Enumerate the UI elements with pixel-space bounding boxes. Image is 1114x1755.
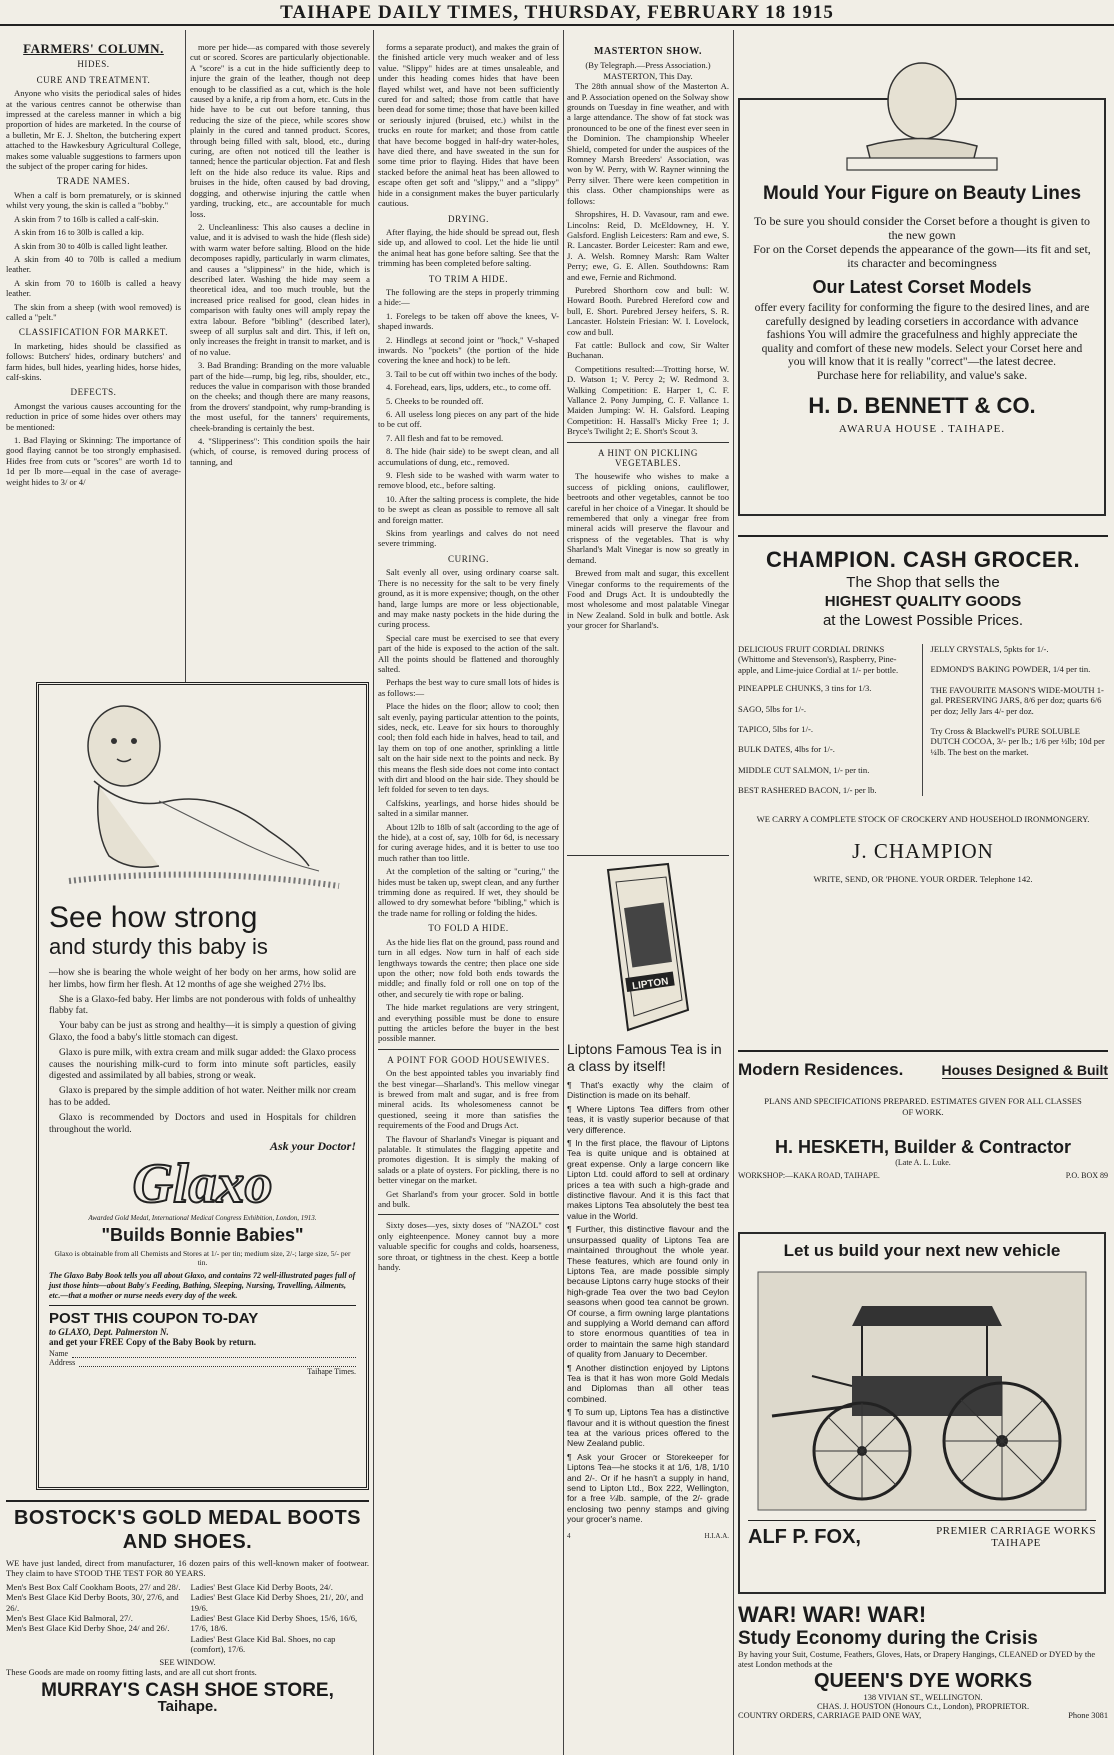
tea-packet-label: LIPTON <box>631 976 670 993</box>
paragraph: A skin from 70 to 160lb is called a heavy leather. <box>6 277 181 299</box>
tea-paragraph: ¶ Another distinction enjoyed by Liptons Tea is that it has won more Gold Medals and Diplomas than all other teas combined. <box>567 1362 729 1404</box>
champion-item: BEST RASHERED BACON, 1/- per lb. <box>738 785 877 796</box>
champion-right-list <box>931 644 1109 796</box>
paragraph: A skin from 7 to 16lb is called a calf-skin. <box>14 213 159 224</box>
paragraph: 2. Uncleanliness: This also causes a decline in value, and it is advised to wash the hide (flesh side) with warm water before salting. Blood on the hide decomposes rapidly, particularly in warm climates, and causes a "slippiness" in the hide, which is described later. Washing the hide may seem a theoretical idea, and too much trouble, but the increased price realised for good, clean hides in comparison with faulty ones will amply repay the extra labour. Before "bibling" (described later), sweep of all surplus salt and dirt. This, if left on, only increases the freight in transit to market, and is of no value. <box>190 221 370 357</box>
glaxo-ad <box>36 682 369 1490</box>
coupon-address: to GLAXO, Dept. Palmerston N. <box>49 1327 169 1338</box>
dye-paragraph: By having your Suit, Costume, Feathers, Gloves, Hats, or Drapery Hangings, CLEANED or DYED by the atest London methods at the <box>738 1650 1096 1669</box>
bostock-item: Ladies' Best Glace Kid Bal. Shoes, no cap (comfort), 17/6. <box>190 1633 336 1655</box>
glaxo-paragraph: Glaxo is recommended by Doctors and used in Hospitals for children throughout the world. <box>49 1112 356 1135</box>
bennett-address: AWARUA HOUSE . TAIHAPE. <box>838 423 1006 435</box>
paragraph: 4. Forehead, ears, lips, udders, etc., to come off. <box>386 382 551 393</box>
corset-subheading: Our Latest Corset Models <box>812 277 1032 297</box>
paragraph: Salt evenly all over, using ordinary coarse salt. There is no necessity for the salt to be very finely ground, as it is more expensive; though, on the other hand, large lumps are more or less objectionable, and may make nasty pockets in the hide during the curing process. <box>378 567 559 630</box>
coupon-address-field[interactable] <box>79 1358 356 1367</box>
corset-paragraph: Purchase here for reliability, and value's sake. <box>816 369 1028 382</box>
tea-paragraph: ¶ To sum up, Liptons Tea has a distinctive flavour and it is without question the finest tea at the various prices offered to the New Zealand public. <box>567 1407 729 1449</box>
paragraph: A skin from 30 to 40lb is called light leather. <box>14 240 168 251</box>
tea-paragraph: ¶ Ask your Grocer or Storekeeper for Liptons Tea—he stocks it at 1/6, 1/8, 1/10 and 2/-. Or if he hasn't a supply in hand, send to Lipton Ltd., Box 222, Wellington, for a free ¼lb. sample, of the 2/- grade enclosing two penny stamps and giving your grocer's name. <box>567 1451 729 1525</box>
paragraph: Purebred Shorthorn cow and bull: W. Howard Booth. Purebred Hereford cow and bull, E. Short. Purebred Jersey heifers, S. R. Lancaster. Holstein Friesian: W. I. Lovelock, cow and bull. <box>567 284 729 337</box>
paragraph: The following are the steps in properly trimming a hide:— <box>378 286 559 308</box>
paragraph: 7. All flesh and fat to be removed. <box>386 432 504 443</box>
glaxo-paragraph: She is a Glaxo-fed baby. Her limbs are not ponderous with folds of unhealthy flabby fat. <box>49 994 356 1017</box>
hides-trim-column <box>378 42 559 1747</box>
murrays-store: MURRAY'S CASH SHOE STORE, <box>41 1680 334 1702</box>
hesketh-box: P.O. BOX 89 <box>1065 1171 1108 1180</box>
paragraph: 6. All useless long pieces on any part of the hide to be cut off. <box>378 409 559 430</box>
hesketh-ad <box>738 1050 1108 1228</box>
tea-packet-icon <box>588 860 708 1035</box>
coupon-paper: Taihape Times. <box>307 1367 356 1377</box>
column-rule <box>733 30 734 1755</box>
coupon-headline: POST THIS COUPON TO-DAY <box>49 1310 259 1328</box>
tea-paragraph: ¶ In the first place, the flavour of Liptons Tea is quite unique and is obtained at great expense. Only a large concern like Lipton Ltd. could afford to sell at ordinary prices a tea with such a high-grade and distinctive flavour. And it is this fact that makes Liptons Tea absolutely the best tea value in the World. <box>567 1138 729 1221</box>
column-rule <box>563 30 564 1755</box>
paragraph: 4. "Slipperiness": This condition spoils the hair (which, of course, is removed during process of tanning, and <box>190 436 370 467</box>
champion-item: DELICIOUS FRUIT CORDIAL DRINKS (Whittome and Stevenson's), Raspberry, Pine-apple, and Lime-juice Cordial at 1/- per bottle. <box>738 644 899 675</box>
farmers-column-title: FARMERS' COLUMN. <box>23 41 164 56</box>
bostock-item: Men's Best Glace Kid Derby Boots, 30/, 27/6, and 26/. <box>6 1592 179 1613</box>
paragraph: A skin from 16 to 30lb is called a kip. <box>14 227 144 238</box>
section-heading: CURING. <box>448 553 489 564</box>
masthead: TAIHAPE DAILY TIMES, THURSDAY, FEBRUARY 18 1915 <box>0 0 1114 26</box>
paragraph: Skins from yearlings and calves do not need severe trimming. <box>378 528 559 549</box>
lipton-tea-ad <box>567 855 729 1740</box>
bostock-item: Men's Best Box Calf Cookham Boots, 27/ and 28/. <box>6 1581 181 1592</box>
agency-mark: H.I.A.A. <box>704 1531 729 1540</box>
study-economy: Study Economy during the Crisis <box>738 1628 1038 1649</box>
paragraph: In marketing, hides should be classified as follows: Butchers' hides, ordinary butchers' and farm hides, bull hides, yearling hides, horse hides, calf-skins. <box>6 340 181 382</box>
dye-works-name: QUEEN'S DYE WORKS <box>813 1670 1033 1692</box>
section-heading: A POINT FOR GOOD HOUSEWIVES. <box>387 1054 550 1065</box>
coupon-address-label: Address <box>49 1358 76 1368</box>
paragraph: 5. Cheeks to be rounded off. <box>386 395 484 406</box>
bostock-see-window: SEE WINDOW. <box>159 1656 216 1667</box>
champion-crockery: WE CARRY A COMPLETE STOCK OF CROCKERY AND HOUSEHOLD IRONMONGERY. <box>756 813 1090 824</box>
paragraph: As the hide lies flat on the ground, pass round and turn in all edges. Now turn in half of each side lengthways towards the centre; then place one side upon the other; now fold both ends towards the middle; and finally fold or roll one on top of the other, and securely tie with rope or baling. <box>378 936 559 999</box>
glaxo-award: Awarded Gold Medal, International Medical Congress Exhibition, London, 1913. <box>88 1214 317 1223</box>
glaxo-paragraph: Glaxo is prepared by the simple addition of hot water. Neither milk nor cream has to be added. <box>49 1086 356 1108</box>
section-heading: DEFECTS. <box>70 387 117 398</box>
corset-ad <box>738 98 1106 516</box>
hesketh-workshop: WORKSHOP:—KAKA ROAD, TAIHAPE. <box>738 1171 880 1180</box>
champion-item: Try Cross & Blackwell's PURE SOLUBLE DUTCH COCOA, 3/- per lb.; 1/6 per ½lb; 10d per ¼lb. The best on the market. <box>930 726 1105 757</box>
dateline: MASTERTON, This Day. <box>603 70 693 81</box>
column-rule <box>185 30 186 695</box>
column-rule <box>373 30 374 1755</box>
section-heading: TO TRIM A HIDE. <box>428 273 509 284</box>
glaxo-babybook: The Glaxo Baby Book tells you all about Glaxo, and contains 72 well-illustrated pages full of just those hints—about Baby's Feeding, Bathing, Sleeping, Nursing, Travelling, Ailments, etc.—that a mother or nurse needs every day of the week. <box>49 1271 356 1306</box>
glaxo-prices: Glaxo is obtainable from all Chemists and Stores at 1/- per tin; medium size, 2/-; large size, 5/- per tin. <box>54 1249 351 1268</box>
paragraph: Special care must be exercised to see that every part of the hide is exposed to the action of the salt. All the points should be flattened and thoroughly salted. <box>378 632 559 674</box>
coupon-offer: and get your FREE Copy of the Baby Book by return. <box>49 1337 256 1348</box>
dye-proprietor: CHAS. J. HOUSTON (Honours C.t., London), PROPRIETOR. <box>816 1702 1030 1711</box>
paragraph: On the best appointed tables you invariably find the best vinegar—Sharland's. This mellow vinegar is brewed from malt and sugar, and is free from mineral acids. Its wholesomeness cannot be questioned, seeing it more than satisfies the requirements of the Food and Drugs Act. <box>378 1068 559 1131</box>
champion-item: MIDDLE CUT SALMON, 1/- per tin. <box>738 764 870 775</box>
champion-item: PINEAPPLE CHUNKS, 3 tins for 1/3. <box>738 683 872 694</box>
paragraph: 3. Tail to be cut off within two inches of the body. <box>386 368 558 379</box>
hesketh-name: H. HESKETH, Builder & Contractor <box>774 1137 1072 1157</box>
bostock-item: Men's Best Glace Kid Balmoral, 27/. <box>6 1613 133 1624</box>
paragraph: 3. Bad Branding: Branding on the more valuable part of the hide—rump, big leg, ribs, shoulder, etc., reduces the value in comparison with those branded on the cheeks; and though there are many reasons, from the drovers' standpoint, why rump-branding is the most useful, for the tanners' requirements, cheek-branding is certainly the best. <box>190 360 370 433</box>
paragraph: When a calf is born prematurely, or is skinned whilst very young, the skin is called a "bobby." <box>6 189 181 211</box>
paragraph: 8. The hide (hair side) to be swept clean, and all accumulations of dung, etc., removed. <box>378 446 559 467</box>
bostock-intro: WE have just landed, direct from manufacturer, 16 dozen pairs of this well-known maker of footwear. They claim to have STOOD THE TEST FOR 80 YEARS. <box>6 1558 369 1579</box>
glaxo-slogan: "Builds Bonnie Babies" <box>101 1225 304 1246</box>
tea-paragraph: ¶ Further, this distinctive flavour and the unsurpassed quality of Liptons Tea are maintained throughout the whole year. These features, which are found only in Liptons Tea, are made possible simply because Liptons carry huge stocks of their high-grade Tea over the two bad Ceylon seasons when good tea cannot be grown. Of course, a firm owning large plantations and supplying a World demand can afford to store enormous quantities of tea in order to maintain the same high standard of quality from January to December. <box>567 1224 729 1360</box>
champion-item: THE FAVOURITE MASON'S WIDE-MOUTH 1-gal. PRESERVING JARS, 8/6 per doz; quarts 6/6 per doz; Jelly Jars 4/- per doz. <box>930 684 1104 716</box>
bostock-title: BOSTOCK'S GOLD MEDAL BOOTS AND SHOES. <box>13 1507 362 1553</box>
champion-item: SAGO, 5lbs for 1/-. <box>738 703 807 714</box>
masterton-show-column <box>567 42 729 631</box>
paragraph: At the completion of the salting or "curing," the hides must be taken up, swept clean, and any further trimming done as required. If wet, they should be allowed to dry somewhat before "bibling," which is the trade name for rolling or folding the hides. <box>378 866 559 918</box>
fox-town: TAIHAPE <box>991 1537 1041 1549</box>
byline: (By Telegraph.—Press Association.) <box>585 60 711 71</box>
champion-item: BULK DATES, 4lbs for 1/-. <box>738 744 835 755</box>
champion-name: J. CHAMPION <box>852 838 994 863</box>
bostock-item: Ladies' Best Glace Kid Derby Boots, 24/. <box>190 1581 333 1592</box>
bennett-firm: H. D. BENNETT & CO. <box>808 393 1036 418</box>
paragraph: Anyone who visits the periodical sales of hides at the various centres cannot be otherwise than impressed at the careless manner in which a big proportion of hides are marketed. In the course of a bulletin, Mr E. J. Shelton, the butchering expert attached to the Hawkesbury Agricultural College, makes some valuable suggestions to farmers upon the subject of the proper caring for hides. <box>6 88 181 172</box>
article-title: MASTERTON SHOW. <box>593 46 703 57</box>
paragraph: A skin from 40 to 70lb is called a medium leather. <box>6 253 181 275</box>
section-heading: CURE AND TREATMENT. <box>36 74 151 85</box>
bostock-item: Men's Best Glace Kid Derby Shoe, 24/ and 26/. <box>6 1623 170 1634</box>
bostock-mens-list <box>6 1582 185 1655</box>
paragraph: 10. After the salting process is complete, the hide to be swept as clean as possible to remove all salt and foreign matter. <box>378 493 559 525</box>
bostock-ladies-list <box>191 1582 370 1655</box>
hesketh-plans: PLANS AND SPECIFICATIONS PREPARED. ESTIMATES GIVEN FOR ALL CLASSES OF WORK. <box>764 1096 1082 1117</box>
hesketh-late: (Late A. L. Luke. <box>895 1158 951 1167</box>
champion-tagline: HIGHEST QUALITY GOODS <box>824 593 1022 610</box>
corset-paragraph: offer every facility for conforming the figure to the desired lines, and are carefully designed by leading corsetiers in accordance with advance fashions You will admire the gracefulness and highly appreciate the quality and comfort of these new models. Select your Corset here and you will know that it is really "correct"—the latest decree. <box>754 302 1090 368</box>
carriage-illustration <box>752 1266 1092 1516</box>
paragraph: forms a separate product), and makes the grain of the finished article very much weaker and of less value. "Slippy" hides are at times unsaleable, and under this heading comes hides that have been flayed whilst wet, and have not been sufficiently cured for and salted; those from cattle that have been dead for some time; those that have been killed or seriously injured (bruised, etc.) whilst in the trucks en route for market; and those from cattle that have become bogged in half-dry water-holes, have died there, and have sweated in the sun for some time prior to flaying. Hides that have been stacked before the animal heat has been allowed to escape often get soft and "slippy," and a "slippy" hide in a consignment makes the buyer particularly cautious. <box>378 42 559 209</box>
glaxo-paragraph: Glaxo is pure milk, with extra cream and milk sugar added: the Glaxo process causes the nourishing milk-curd to form into minute soft particles, easily digested and assimilated by all babies, strong or weak. <box>49 1047 356 1082</box>
champion-item: JELLY CRYSTALS, 5pkts for 1/-. <box>930 644 1049 654</box>
paragraph: Place the hides on the floor; allow to cool; then salt evenly, paying particular attention to the points, sides, neck, etc. Leave for six hours to thoroughly cool; then fold each hide in halves, head to tail, and lay them on top of one another, sprinkling a little salt on the hair side next to the points and neck. By this means the flesh side does not come into contact with dirt and blood on the hair side. They should be left folded for seven to ten days. <box>378 701 559 795</box>
glaxo-logo: Glaxo <box>132 1153 273 1216</box>
tea-headline: Liptons Famous Tea is in a class by itself! <box>567 1041 722 1074</box>
section-heading: TO FOLD A HIDE. <box>428 923 509 934</box>
fox-headline: Let us build your next new vehicle <box>783 1241 1061 1260</box>
paragraph: 1. Forelegs to be taken off above the knees, V-shaped inwards. <box>378 310 559 332</box>
bostock-fitting: These Goods are made on roomy fitting lasts, and are all cut short fronts. <box>6 1667 257 1678</box>
tea-paragraph: ¶ That's exactly why the claim of Distinction is made on its behalf. <box>567 1080 729 1101</box>
paragraph: more per hide—as compared with those severely cut or scored. Scores are particularly objectionable. A "score" is a cut in the hide sufficiently deep to injure the grain of the leather, though not deep enough to be classified as a cut, which is the hole caused by a knife, a rip from a horn, etc. Cuts in the hide have to be cut out before tanning, thus reducing the size of the piece, while scores show plainly in the cured and tanned product. Scores, through being filled with salt, blood, etc., during curing, are often not noticed till the leather is tanned; hence the particular objection. Fat and flesh left on the hide also reduce its value. Rips and bruises in the hide, often caused by bad droving, dogging, and otherwise injuring the cattle when yarding, trucking, etc., are accountable for much loss. <box>190 42 370 219</box>
bostock-item: Ladies' Best Glace Kid Derby Shoes, 15/6, 16/6, 17/6, 18/6. <box>190 1613 358 1634</box>
paragraph: Get Sharland's from your grocer. Sold in bottle and bulk. <box>378 1188 559 1210</box>
paragraph: Competitions resulted:—Trotting horse, W. D. Watson 1; V. Percy 2; W. Redmond 3. Walking Competition: E. Harper 1, C. F. Vallance 2. Pony Jumping, C. F. Vallance 1. Maiden Jumping: W. H. Galsford. Leaping Competition: H. Hassall's Micky Free 1; J. Bryce's Twilight 2; E. Short's Scout 3. <box>567 363 729 437</box>
farmers-column <box>6 42 181 667</box>
champion-tagline: The Shop that sells the <box>846 574 1000 591</box>
corset-paragraph: To be sure you should consider the Corset before a thought is given to the new gown <box>753 214 1091 242</box>
corset-headline: Mould Your Figure on Beauty Lines <box>762 183 1082 204</box>
paragraph: The skin from a sheep (with wool removed) is called a "pelt." <box>6 301 181 322</box>
section-heading: HIDES. <box>77 59 110 70</box>
champion-ad <box>738 535 1108 1035</box>
hesketh-left: Modern Residences. <box>738 1060 904 1079</box>
paragraph: Amongst the various causes accounting for the reduction in price of some hides over others may be mentioned: <box>6 400 181 432</box>
section-heading: CLASSIFICATION FOR MARKET. <box>18 327 169 338</box>
paragraph: The flavour of Sharland's Vinegar is piquant and palatable. It stimulates the flagging appetite and promotes digestion. It is simply the making of salads or a plate of oysters. For pickling, there is no better vinegar on the market. <box>378 1133 559 1186</box>
section-heading: DRYING. <box>448 213 489 224</box>
fox-name: ALF P. FOX, <box>748 1525 861 1548</box>
paragraph: About 12lb to 18lb of salt (according to the age of the hide), at a cost of, say, 10lb for 6d, is necessary for curing average hides, and it is better to use too much rather than too little. <box>378 821 559 863</box>
glaxo-paragraph: Your baby can be just as strong and healthy—it is simply a question of giving Glaxo, the food a baby's little stomach can digest. <box>49 1021 356 1043</box>
champion-item: EDMOND'S BAKING POWDER, 1/4 per tin. <box>930 664 1091 675</box>
paragraph: After flaying, the hide should be spread out, flesh side up, and allowed to cool. Let the hide lie until the animal heat has gone before salting. See that the trimming has been completed before salting. <box>378 226 559 269</box>
glaxo-paragraph: —how she is bearing the whole weight of her body on her arms, how solid are her limbs, how firm her flesh. At 12 months of age she weighed 27½ lbs. <box>49 968 356 990</box>
paragraph: Brewed from malt and sugar, this excellent Vinegar conforms to the requirements of the Food and Drugs Act. It is undoubtedly the most wholesome and most palatable Vinegar in New Zealand. Sold in bulk and bottle. Ask your grocer for Sharland's. <box>567 568 729 631</box>
dye-works-ad <box>738 1600 1108 1750</box>
champion-item: TAPICO, 5lbs for 1/-. <box>738 724 813 735</box>
champion-contact: WRITE, SEND, OR 'PHONE. YOUR ORDER. Telephone 142. <box>813 873 1033 884</box>
corset-paragraph: For on the Corset depends the appearance of the gown—its fit and set, its character and becomingness <box>753 242 1091 270</box>
paragraph: Perhaps the best way to cure small lots of hides is as follows:— <box>378 677 559 698</box>
paragraph: 2. Hindlegs at second joint or "hock," V-shaped inwards. No "pockets" (the portion of the hide covering the knee and hock) to be left. <box>378 334 559 366</box>
baby-illustration <box>49 691 349 896</box>
fox-ad <box>738 1232 1106 1594</box>
coupon-name-label: Name <box>49 1349 69 1359</box>
dye-phone: Phone 3081 <box>1068 1711 1108 1720</box>
war-headline: WAR! WAR! WAR! <box>738 1602 927 1627</box>
bostock-ad <box>6 1500 369 1750</box>
glaxo-headline-1: See how strong <box>49 901 258 934</box>
champion-left-list <box>738 644 923 796</box>
dye-country: COUNTRY ORDERS, CARRIAGE PAID ONE WAY, <box>738 1711 922 1720</box>
paragraph: Calfskins, yearlings, and horse hides should be salted in a similar manner. <box>378 797 559 819</box>
paragraph: Sixty doses—yes, sixty doses of "NAZOL" cost only eighteenpence. Money cannot buy a more valuable specific for coughs and colds, hoarseness, sore throat, or tightness in the chest. Keep a bottle handy. <box>378 1220 559 1273</box>
champion-title: CHAMPION. CASH GROCER. <box>765 547 1081 572</box>
section-heading: A HINT ON PICKLING VEGETABLES. <box>598 447 698 469</box>
glaxo-headline-2: and sturdy this baby is <box>49 934 268 959</box>
dye-address: 138 VIVIAN ST., WELLINGTON. <box>863 1693 983 1702</box>
paragraph: The hide market regulations are very stringent, and everything possible must be done to ensure putting the articles before the buyer in the best possible manner. <box>378 1002 559 1044</box>
lady-illustration <box>757 106 1087 176</box>
paragraph: The 28th annual show of the Masterton A. and P. Association opened on the Solway show grounds on Tuesday in fine weather, and with a large attendance. The show of fat stock was pronounced to be one of the finest ever seen in the Dominion. The championship Wheeler Shield, competed for under the auspices of the Romney Marsh Breeders' Association, was won by W. Perry, with W. Rayner winning the Perry silver. There were keen competition in this class. Other championships were as follows: <box>567 81 729 206</box>
paragraph: Shropshires, H. D. Vavasour, ram and ewe. Lincolns: Reid, D. McEldowney, H. Y. Galsford. English Leicesters: Ram and ewe, S. R. Lancaster. Border Leicester: Ram and ewe, J. A. Welsh. Romney Marsh: Ram Walter Perry; ewe, G. E. Allen. Southdowns: Ram and ewe, Fernie and Richmond. <box>567 209 729 282</box>
hides-continued-column <box>190 42 370 667</box>
paragraph: The housewife who wishes to make a success of pickling onions, cauliflower, beetroots and other vegetables, cannot be too careful in her choice of a Vinegar. It should be remembered that only a vinegar free from mineral acids will preserve the flavour and crispness of the vegetables. That is why Sharland's Malt Vinegar is now so greatly in demand. <box>567 471 729 565</box>
section-heading: TRADE NAMES. <box>56 176 131 187</box>
fox-works: PREMIER CARRIAGE WORKS <box>936 1525 1096 1537</box>
paragraph: 1. Bad Flaying or Skinning: The importance of good flaying cannot be too strongly emphasised. Hides free from cuts or "scores" are worth 1d to 1d per lb more—equal in the case of average-weight hides to 3/ or 4/ <box>6 435 181 487</box>
ask-doctor: Ask your Doctor! <box>269 1139 356 1154</box>
tea-paragraph: ¶ Where Liptons Tea differs from other teas, it is vastly superior because of that very difference. <box>567 1103 729 1135</box>
paragraph: 9. Flesh side to be washed with warm water to remove blood, etc., before salting. <box>378 470 559 491</box>
murrays-town: Taihape. <box>157 1698 218 1716</box>
champion-tagline: at the Lowest Possible Prices. <box>822 612 1024 629</box>
bostock-item: Ladies' Best Glace Kid Derby Shoes, 21/, 20/, and 19/6. <box>190 1592 364 1613</box>
coupon-name-field[interactable] <box>72 1349 356 1358</box>
hesketh-right: Houses Designed & Built <box>941 1062 1108 1078</box>
paragraph: Fat cattle: Bullock and cow, Sir Walter Buchanan. <box>567 339 729 361</box>
ad-number: 4 <box>567 1531 571 1540</box>
